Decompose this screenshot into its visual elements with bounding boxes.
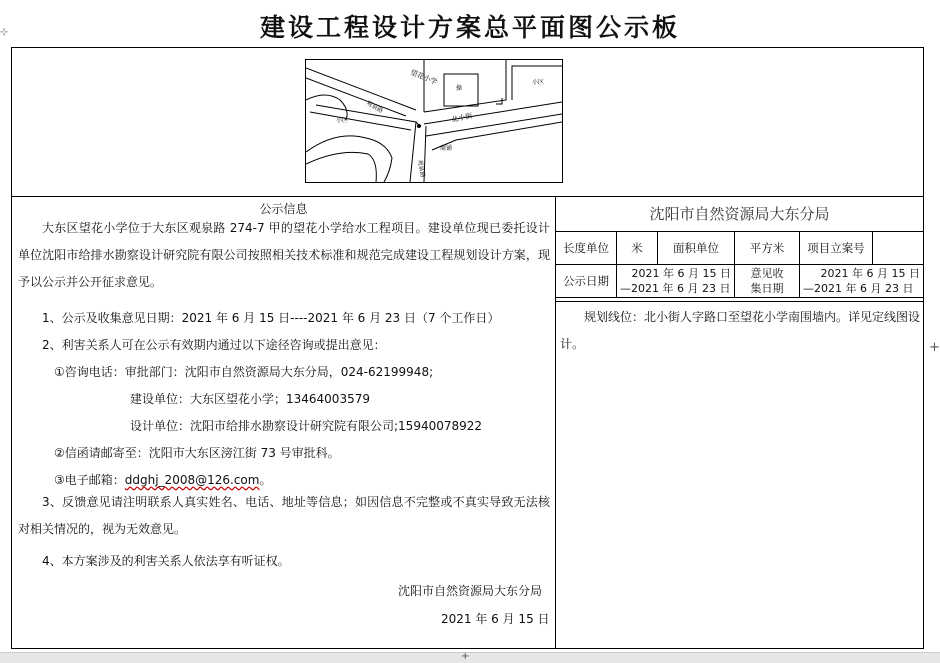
notice-item-3: 3、反馈意见请注明联系人真实姓名、电话、地址等信息；如因信息不完整或不真实导致无法核对相关情况的，视为无效意见。	[18, 495, 550, 536]
site-location-map	[305, 59, 563, 183]
divider	[556, 301, 923, 302]
notice-title: 公示信息	[259, 202, 308, 216]
consult-phone-line: ①咨询电话：审批部门：沈阳市自然资源局大东分局，024-62199948;	[54, 365, 434, 379]
signature-org: 沈阳市自然资源局大东分局	[398, 584, 543, 598]
email-prefix: ③电子邮箱：	[54, 473, 125, 487]
map-drawing	[306, 60, 562, 182]
svg-text:观泉路: 观泉路	[416, 159, 427, 179]
notice-board	[11, 47, 924, 649]
publish-date-value: 2021 年 6 月 15 日 —2021 年 6 月 23 日	[617, 265, 735, 298]
table-row	[556, 265, 923, 298]
move-handle-icon[interactable]: ⊹	[0, 27, 9, 38]
length-unit-value: 米	[617, 232, 658, 265]
notice-info-section	[12, 197, 556, 648]
notice-item-4: 4、本方案涉及的利害关系人依法享有听证权。	[42, 554, 290, 568]
signature-date: 2021 年 6 月 15 日	[441, 612, 550, 626]
length-unit-label: 长度单位	[556, 232, 617, 265]
add-column-icon[interactable]: +	[929, 340, 940, 355]
feedback-date-value: 2021 年 6 月 15 日 —2021 年 6 月 23 日	[800, 265, 924, 298]
table-row	[556, 232, 923, 265]
svg-text:望花小学: 望花小学	[409, 68, 439, 87]
email-suffix: 。	[259, 473, 272, 487]
svg-text:观泉路: 观泉路	[365, 99, 385, 115]
area-unit-value: 平方米	[735, 232, 800, 265]
project-info-section	[556, 197, 923, 648]
svg-text:小区: 小区	[336, 117, 349, 124]
map-section	[12, 48, 923, 197]
designer-line: 设计单位：沈阳市给排水勘察设计研究院有限公司;15940078922	[130, 419, 483, 433]
bureau-name: 沈阳市自然资源局大东分局	[556, 197, 923, 232]
notice-item-1: 1、公示及收集意见日期：2021 年 6 月 15 日----2021 年 6 月 23 日（7 个工作日）	[42, 311, 500, 325]
notice-item-2: 2、利害关系人可在公示有效期内通过以下途径咨询或提出意见：	[42, 338, 386, 352]
project-no-value	[873, 232, 924, 265]
email-link[interactable]: ddghj_2008@126.com	[124, 473, 260, 487]
feedback-date-label: 意见收 集日期	[735, 265, 800, 298]
email-line	[54, 471, 271, 488]
area-unit-label: 面积单位	[658, 232, 735, 265]
svg-text:小区: 小区	[532, 79, 545, 86]
project-info-table	[556, 232, 923, 298]
svg-text:商铺: 商铺	[440, 145, 453, 152]
scroll-bar[interactable]	[0, 652, 940, 663]
publish-date-label: 公示日期	[556, 265, 617, 298]
page-title: 建设工程设计方案总平面图公示板	[259, 13, 680, 42]
builder-line: 建设单位：大东区望花小学；13464003579	[130, 392, 370, 406]
project-no-label: 项目立案号	[800, 232, 873, 265]
svg-text:操: 操	[456, 85, 463, 92]
add-row-icon[interactable]: +	[461, 651, 470, 662]
svg-text:北小街: 北小街	[450, 111, 473, 124]
letter-line: ②信函请邮寄至：沈阳市大东区滂江街 73 号审批科。	[54, 446, 340, 460]
notice-intro: 大东区望花小学位于大东区观泉路 274-7 甲的望花小学给水工程项目。建设单位现已委托设计单位沈阳市给排水勘察设计研究院有限公司按照相关技术标准和规范完成建设工程规划设计方案，现予以公示并公开征求意见。	[18, 221, 550, 289]
plan-description: 规划线位：北小街人字路口至望花小学南围墙内。详见定线图设计。	[560, 310, 921, 351]
